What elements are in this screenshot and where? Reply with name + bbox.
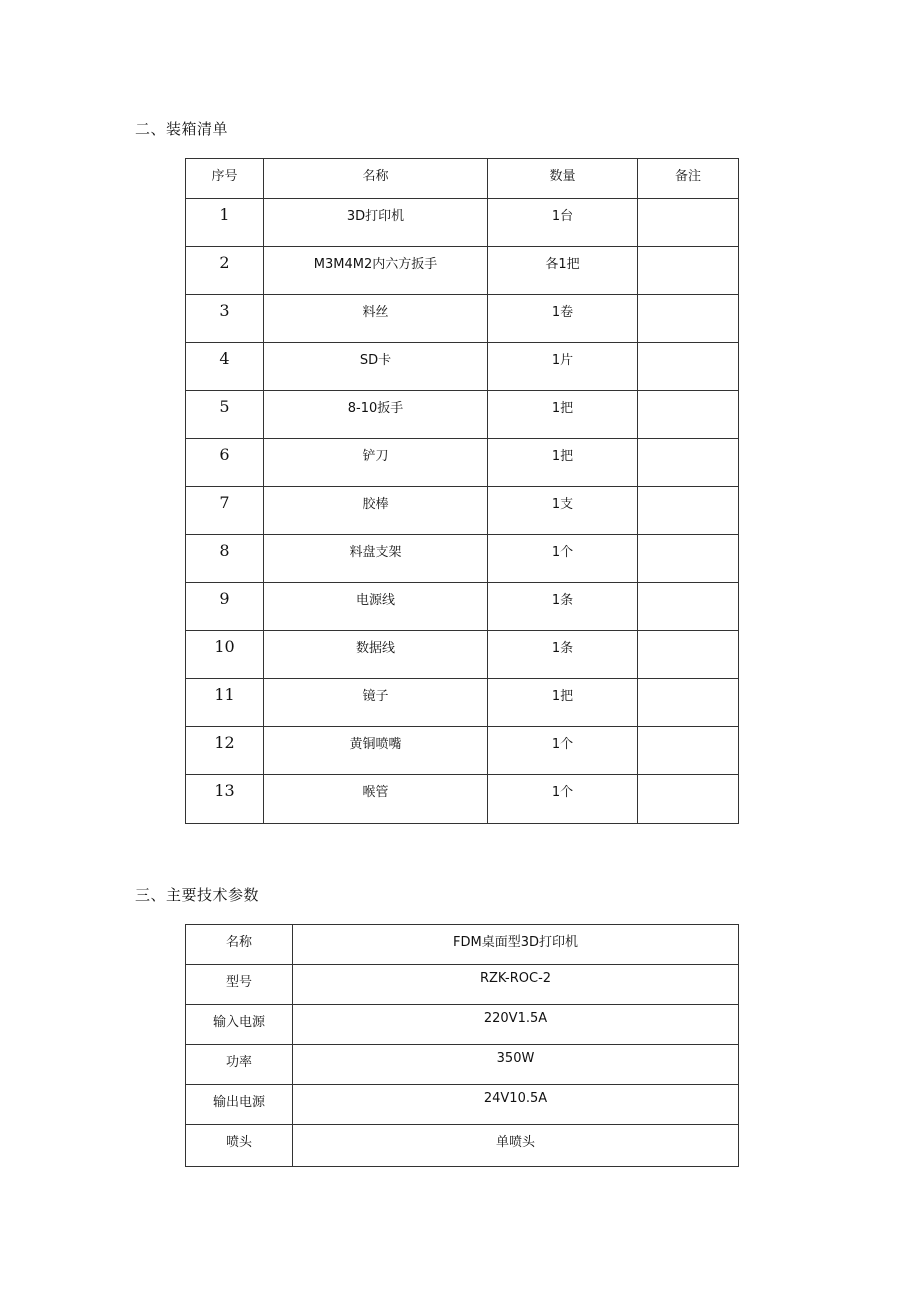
item-note xyxy=(638,199,739,247)
item-note xyxy=(638,775,739,824)
item-index: 13 xyxy=(186,775,264,824)
table-row xyxy=(186,775,739,824)
item-name: 铲刀 xyxy=(264,439,488,487)
table-row xyxy=(186,925,739,965)
spec-label: 名称 xyxy=(186,925,293,965)
table-row xyxy=(186,583,739,631)
item-note xyxy=(638,391,739,439)
item-name: M3M4M2内六方扳手 xyxy=(264,247,488,295)
item-quantity: 1个 xyxy=(488,535,638,583)
item-quantity: 1个 xyxy=(488,727,638,775)
item-note xyxy=(638,487,739,535)
item-note xyxy=(638,679,739,727)
item-name: 喉管 xyxy=(264,775,488,824)
table-row xyxy=(186,391,739,439)
table-row xyxy=(186,199,739,247)
item-quantity: 1把 xyxy=(488,439,638,487)
item-index: 7 xyxy=(186,487,264,535)
item-index: 2 xyxy=(186,247,264,295)
item-note xyxy=(638,439,739,487)
item-quantity: 1卷 xyxy=(488,295,638,343)
item-name: 料丝 xyxy=(264,295,488,343)
table-row xyxy=(186,439,739,487)
table-row xyxy=(186,965,739,1005)
item-quantity: 1条 xyxy=(488,583,638,631)
item-note xyxy=(638,247,739,295)
item-note xyxy=(638,631,739,679)
packing-list-heading: 二、装箱清单 xyxy=(135,120,229,138)
packing-header-row xyxy=(186,159,739,199)
spec-label: 功率 xyxy=(186,1045,293,1085)
item-name: 数据线 xyxy=(264,631,488,679)
spec-label: 喷头 xyxy=(186,1125,293,1167)
spec-label: 输入电源 xyxy=(186,1005,293,1045)
table-row xyxy=(186,535,739,583)
table-row xyxy=(186,1005,739,1045)
item-index: 4 xyxy=(186,343,264,391)
header-index: 序号 xyxy=(186,159,264,199)
item-name: 3D打印机 xyxy=(264,199,488,247)
table-row xyxy=(186,247,739,295)
header-name: 名称 xyxy=(264,159,488,199)
item-note xyxy=(638,727,739,775)
item-name: 胶棒 xyxy=(264,487,488,535)
spec-label: 输出电源 xyxy=(186,1085,293,1125)
item-index: 8 xyxy=(186,535,264,583)
spec-value: FDM桌面型3D打印机 xyxy=(293,925,739,965)
spec-value: 220V1.5A xyxy=(293,1005,739,1045)
item-name: 黄铜喷嘴 xyxy=(264,727,488,775)
table-row xyxy=(186,343,739,391)
item-quantity: 1片 xyxy=(488,343,638,391)
item-quantity: 1个 xyxy=(488,775,638,824)
item-index: 10 xyxy=(186,631,264,679)
spec-value: 350W xyxy=(293,1045,739,1085)
table-row xyxy=(186,679,739,727)
tech-specs-table xyxy=(185,924,739,1167)
item-name: 电源线 xyxy=(264,583,488,631)
table-row xyxy=(186,487,739,535)
table-row xyxy=(186,1045,739,1085)
header-note: 备注 xyxy=(638,159,739,199)
table-row xyxy=(186,727,739,775)
item-index: 3 xyxy=(186,295,264,343)
item-quantity: 1支 xyxy=(488,487,638,535)
item-note xyxy=(638,535,739,583)
table-row xyxy=(186,1085,739,1125)
tech-specs-heading: 三、主要技术参数 xyxy=(135,886,260,904)
item-name: SD卡 xyxy=(264,343,488,391)
item-quantity: 1条 xyxy=(488,631,638,679)
item-note xyxy=(638,583,739,631)
table-row xyxy=(186,631,739,679)
item-name: 镜子 xyxy=(264,679,488,727)
item-index: 12 xyxy=(186,727,264,775)
item-name: 8-10扳手 xyxy=(264,391,488,439)
item-index: 11 xyxy=(186,679,264,727)
spec-value: 24V10.5A xyxy=(293,1085,739,1125)
spec-label: 型号 xyxy=(186,965,293,1005)
item-quantity: 1台 xyxy=(488,199,638,247)
item-index: 6 xyxy=(186,439,264,487)
item-name: 料盘支架 xyxy=(264,535,488,583)
item-index: 5 xyxy=(186,391,264,439)
item-quantity: 各1把 xyxy=(488,247,638,295)
spec-value: 单喷头 xyxy=(293,1125,739,1167)
item-index: 9 xyxy=(186,583,264,631)
item-quantity: 1把 xyxy=(488,391,638,439)
item-note xyxy=(638,343,739,391)
item-quantity: 1把 xyxy=(488,679,638,727)
item-index: 1 xyxy=(186,199,264,247)
table-row xyxy=(186,295,739,343)
table-row xyxy=(186,1125,739,1167)
spec-value: RZK-ROC-2 xyxy=(293,965,739,1005)
header-quantity: 数量 xyxy=(488,159,638,199)
packing-list-table xyxy=(185,158,739,824)
item-note xyxy=(638,295,739,343)
